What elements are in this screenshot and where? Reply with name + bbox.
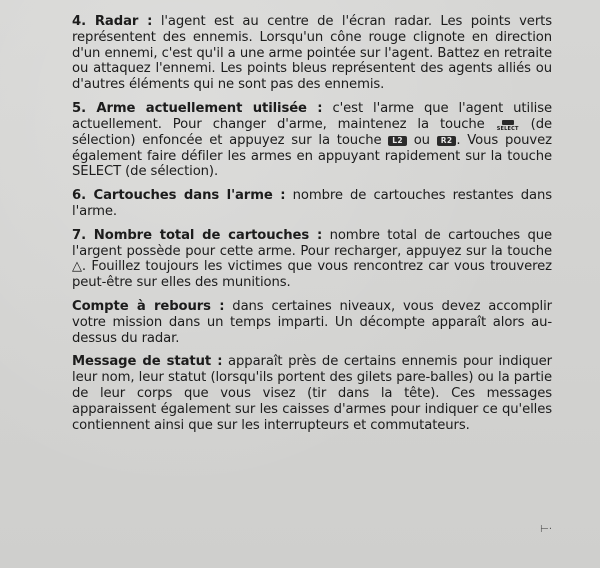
section-heading: Compte à rebours bbox=[72, 298, 211, 314]
section-heading: 4. Radar bbox=[72, 14, 139, 29]
section-text: l'agent est au centre de l'écran radar. Les points verts représentent des ennemis. Lorsqu'un cône rouge clignote en direction d'un ennemi, c'est qu'il a une arme pointée sur l'agent. Battez en retraite ou attaquez l'ennemi. Les points bleus représentent des agents alliés ou d'autres éléments qui ne sont pas des ennemis. bbox=[72, 14, 552, 93]
heading-separator: : bbox=[210, 298, 225, 314]
section-text: apparaît près de certains ennemis pour indiquer leur nom, leur statut (lorsqu'ils portent des gilets pare-balles) ou la partie de leur corps que vous visez (tir dans la tête). Ces messages apparaissent également sur les caisses d'armes pour indiquer ce qu'elles contiennent ainsi que sur les interrupteurs et commutateurs. bbox=[72, 354, 552, 433]
section-text: ou bbox=[406, 132, 437, 148]
heading-separator: : bbox=[272, 188, 286, 204]
triangle-button-icon: △ bbox=[72, 259, 82, 275]
heading-separator: : bbox=[306, 100, 323, 116]
section-text: . Fouillez toujours les victimes que vous rencontrez car vous trouverez peut-être sur elles des munitions. bbox=[72, 259, 552, 291]
section-heading: 5. Arme actuellement utilisée bbox=[72, 100, 307, 116]
section-radar bbox=[72, 14, 552, 93]
section-text: nombre de cartouches restantes dans l'arme. bbox=[72, 188, 552, 219]
page-content bbox=[72, 14, 552, 441]
section-text: c'est l'arme que l'agent utilise actuellement. Pour changer d'arme, maintenez la touche bbox=[72, 100, 552, 132]
section-text: nombre total de cartouches que l'argent possède pour cette arme. Pour recharger, appuyez sur la touche bbox=[72, 227, 552, 259]
r2-button-icon: R2 bbox=[437, 136, 457, 146]
heading-separator: : bbox=[211, 354, 223, 370]
l2-button-icon: L2 bbox=[388, 136, 407, 146]
section-cartridges-in-weapon bbox=[72, 188, 552, 220]
heading-separator: : bbox=[309, 227, 323, 243]
section-text: dans certaines niveaux, vous devez accomplir votre mission dans un temps imparti. Un décompte apparaît alors au-dessus du radar. bbox=[72, 298, 552, 346]
section-text: (de sélection) enfoncée et appuyez sur la touche bbox=[72, 116, 552, 148]
select-button-label: SELECT bbox=[496, 125, 519, 132]
section-current-weapon bbox=[72, 101, 552, 180]
section-status-message bbox=[72, 354, 552, 433]
section-heading: Message de statut bbox=[72, 354, 212, 370]
page-corner-mark: ⊢· bbox=[540, 524, 552, 535]
section-total-cartridges bbox=[72, 228, 552, 291]
section-heading: 7. Nombre total de cartouches bbox=[72, 227, 310, 243]
section-countdown bbox=[72, 299, 552, 346]
heading-separator: : bbox=[138, 14, 153, 29]
section-heading: 6. Cartouches dans l'arme bbox=[72, 188, 273, 204]
select-button-icon bbox=[496, 120, 520, 133]
section-text: . Vous pouvez également faire défiler les armes en appuyant rapidement sur la touche SELECT (de sélection). bbox=[72, 132, 552, 180]
